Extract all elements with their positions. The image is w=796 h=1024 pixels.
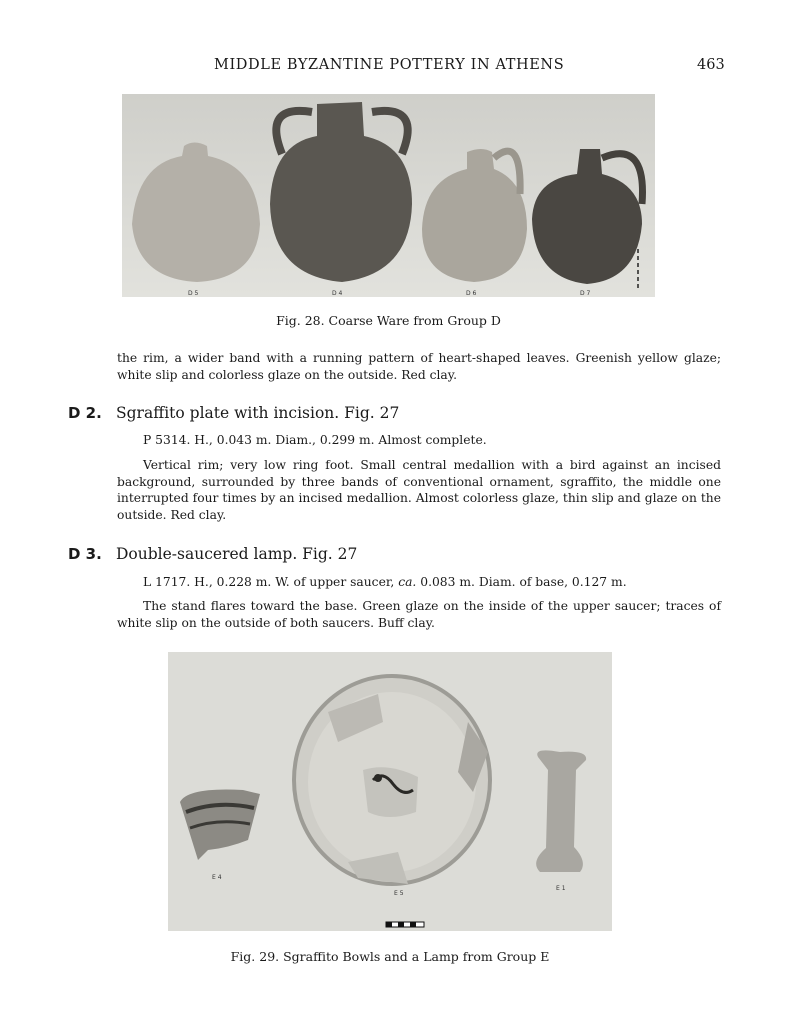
label-e5: E 5 [394, 890, 404, 897]
entry-d2-heading [68, 404, 399, 422]
label-d4: D 4 [332, 290, 343, 297]
entry-d3-meta-pre: L 1717. H., 0.228 m. W. of upper saucer, [143, 575, 399, 589]
entry-d3-heading [68, 545, 357, 563]
label-e1: E 1 [556, 885, 566, 892]
entry-d3-meta [143, 575, 627, 589]
entry-d3-title: Double-saucered lamp. Fig. 27 [116, 545, 358, 563]
entry-d3-description: The stand flares toward the base. Green glaze on the inside of the upper saucer; traces of white slip on the outside of both saucers. Buff clay. [117, 599, 721, 630]
figure-28-photo [122, 94, 655, 297]
entry-d3-meta-italic: ca. [398, 575, 417, 589]
running-head: MIDDLE BYZANTINE POTTERY IN ATHENS [214, 57, 565, 73]
figure-29-caption: Fig. 29. Sgraffito Bowls and a Lamp from Group E [230, 949, 550, 964]
entry-d2-number: D 2. [68, 404, 102, 422]
figure-29-photo [168, 652, 612, 931]
label-d6: D 6 [466, 290, 477, 297]
label-d7: D 7 [580, 290, 591, 297]
entry-d3-number: D 3. [68, 545, 102, 563]
label-d5: D 5 [188, 290, 199, 297]
entry-d2-meta: P 5314. H., 0.043 m. Diam., 0.299 m. Almost complete. [143, 433, 487, 447]
entry-d2-description: Vertical rim; very low ring foot. Small central medallion with a bird against an incised background, surrounded by three bands of conventional ornament, sgraffito, the middle one interrupted four times by an incised medallion. Almost colorless glaze, thin slip and glaze on the outside. Red clay. [117, 458, 721, 522]
figure-28-caption: Fig. 28. Coarse Ware from Group D [276, 313, 501, 328]
page-number: 463 [697, 57, 725, 73]
label-e4: E 4 [212, 874, 222, 881]
sgraffito-bowls-lamp-illustration [168, 652, 612, 931]
entry-d3-meta-post: 0.083 m. Diam. of base, 0.127 m. [416, 575, 627, 589]
entry-d2-title: Sgraffito plate with incision. Fig. 27 [116, 404, 400, 422]
continuation-paragraph: the rim, a wider band with a running pattern of heart-shaped leaves. Greenish yellow glaze; white slip and colorless glaze on the outside. Red clay. [117, 351, 721, 382]
coarse-ware-jugs-illustration [122, 94, 655, 297]
